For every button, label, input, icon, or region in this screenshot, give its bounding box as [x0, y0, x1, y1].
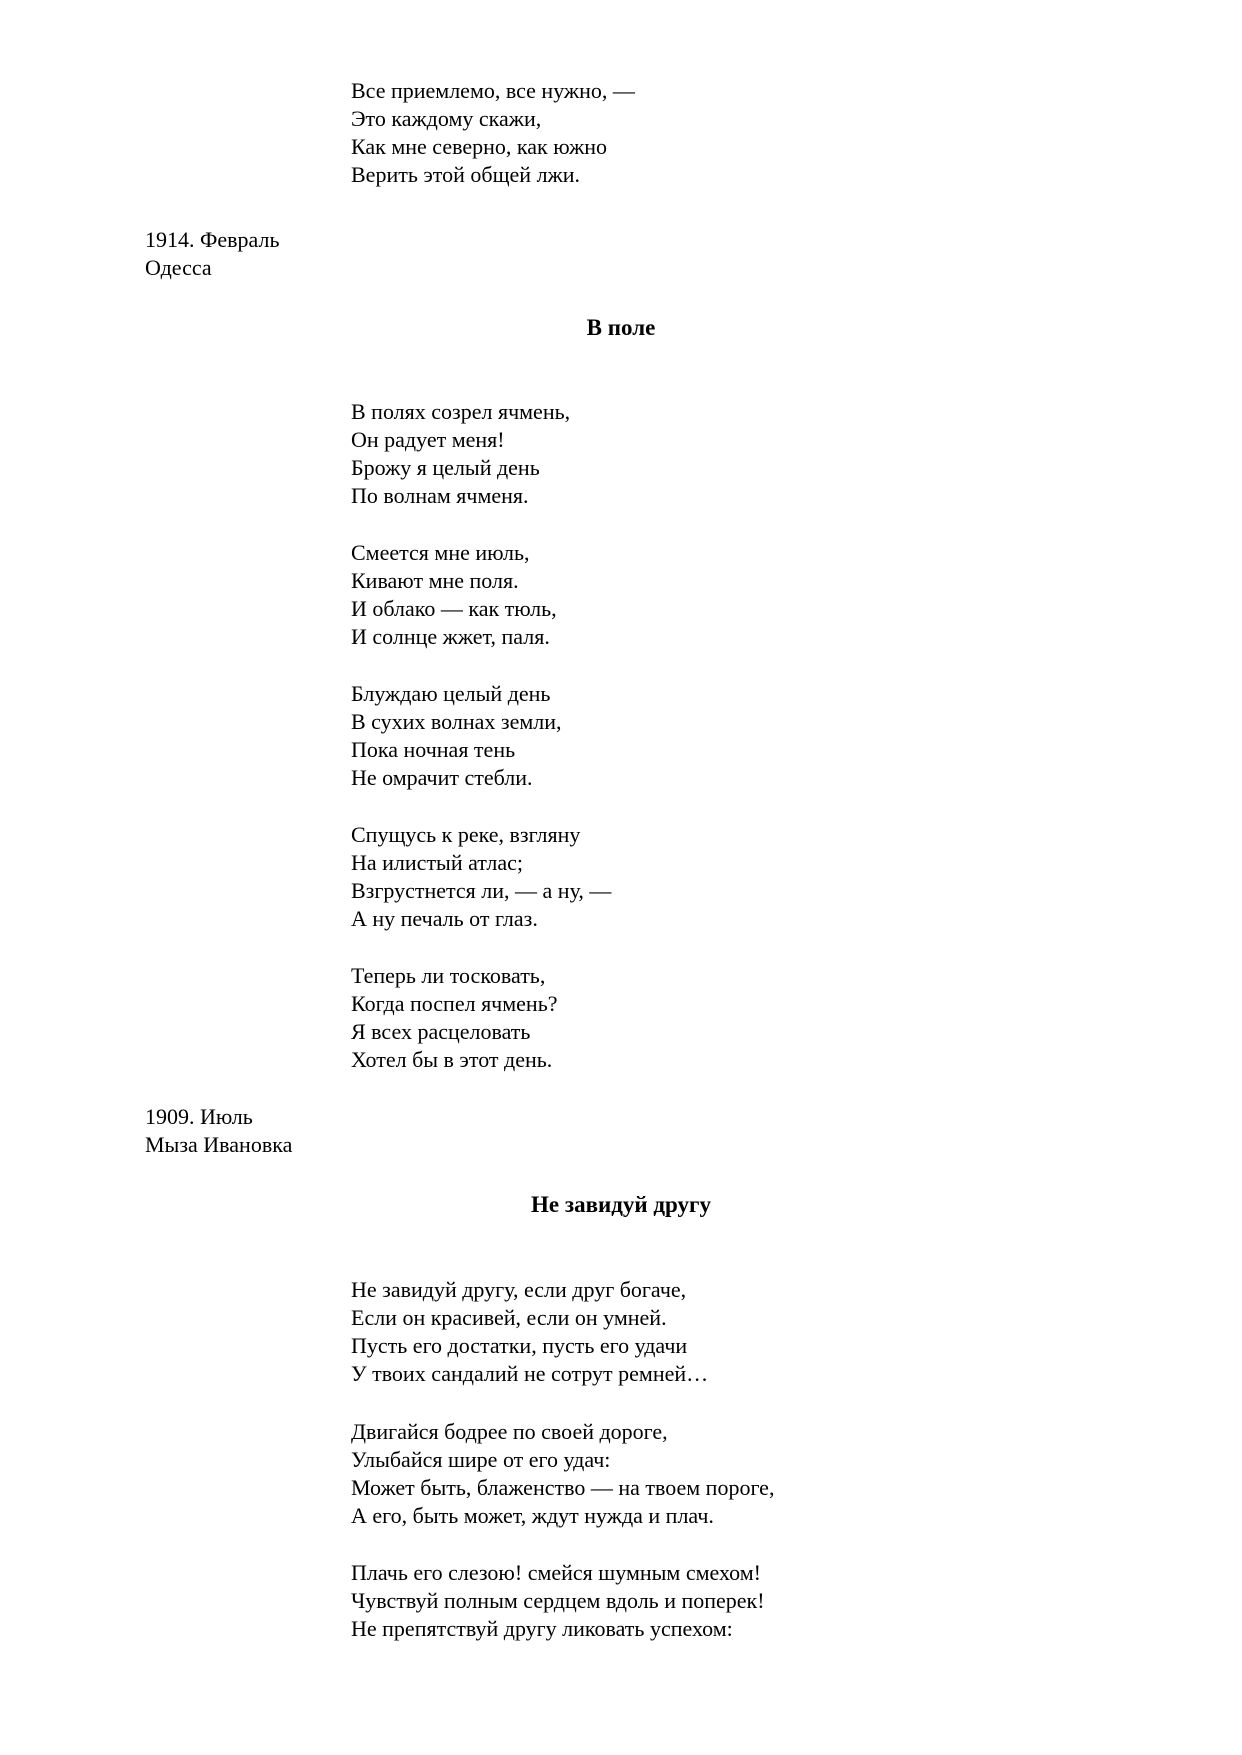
verse-line: Плачь его слезою! смейся шумным смехом! [351, 1560, 761, 1585]
verse-line: Не завидуй другу, если друг богаче, [351, 1277, 687, 1302]
poem-date: 1909. Июль [145, 1104, 253, 1129]
poem-title: В поле [586, 315, 656, 340]
verse-line: Улыбайся шире от его удач: [351, 1447, 611, 1472]
verse-line: Хотел бы в этот день. [351, 1047, 553, 1072]
verse-line: И солнце жжет, паля. [351, 624, 550, 649]
verse-line: В полях созрел ячмень, [351, 399, 571, 424]
verse-line: Верить этой общей лжи. [351, 162, 581, 187]
verse-line: Я всех расцеловать [351, 1019, 531, 1044]
verse-line: Не омрачит стебли. [351, 765, 533, 790]
verse-line: Пусть его достатки, пусть его удачи [351, 1333, 688, 1358]
verse-line: Спущусь к реке, взгляну [351, 822, 581, 847]
verse-line: Смеется мне июль, [351, 540, 530, 565]
verse-line: Может быть, блаженство — на твоем пороге, [351, 1475, 775, 1500]
verse-line: Как мне северно, как южно [351, 134, 608, 159]
verse-line: Двигайся бодрее по своей дороге, [351, 1419, 668, 1444]
verse-line: Кивают мне поля. [351, 568, 519, 593]
verse-line: И облако — как тюль, [351, 596, 557, 621]
poem-title: Не завидуй другу [531, 1192, 711, 1217]
verse-line: Если он красивей, если он умней. [351, 1305, 667, 1330]
verse-line: Чувствуй полным сердцем вдоль и поперек! [351, 1588, 765, 1613]
verse-line: А ну печаль от глаз. [351, 906, 538, 931]
poem-place: Одесса [145, 255, 212, 280]
verse-line: А его, быть может, ждут нужда и плач. [351, 1503, 714, 1528]
verse-line: Взгрустнется ли, — а ну, — [351, 878, 612, 903]
verse-line: Это каждому скажи, [351, 106, 542, 131]
verse-line: На илистый атлас; [351, 850, 523, 875]
verse-line: Пока ночная тень [351, 737, 516, 762]
verse-line: Теперь ли тосковать, [351, 963, 546, 988]
verse-line: Блуждаю целый день [351, 681, 551, 706]
poem-date: 1914. Февраль [145, 227, 280, 252]
verse-line: Все приемлемо, все нужно, — [351, 78, 635, 103]
verse-line: Не препятствуй другу ликовать успехом: [351, 1616, 733, 1641]
poem-place: Мыза Ивановка [145, 1132, 293, 1157]
verse-line: В сухих волнах земли, [351, 709, 562, 734]
verse-line: У твоих сандалий не сотрут ремней… [351, 1361, 709, 1386]
verse-line: Брожу я целый день [351, 455, 540, 480]
verse-line: По волнам ячменя. [351, 483, 529, 508]
verse-line: Он радует меня! [351, 427, 505, 452]
verse-line: Когда поспел ячмень? [351, 991, 558, 1016]
